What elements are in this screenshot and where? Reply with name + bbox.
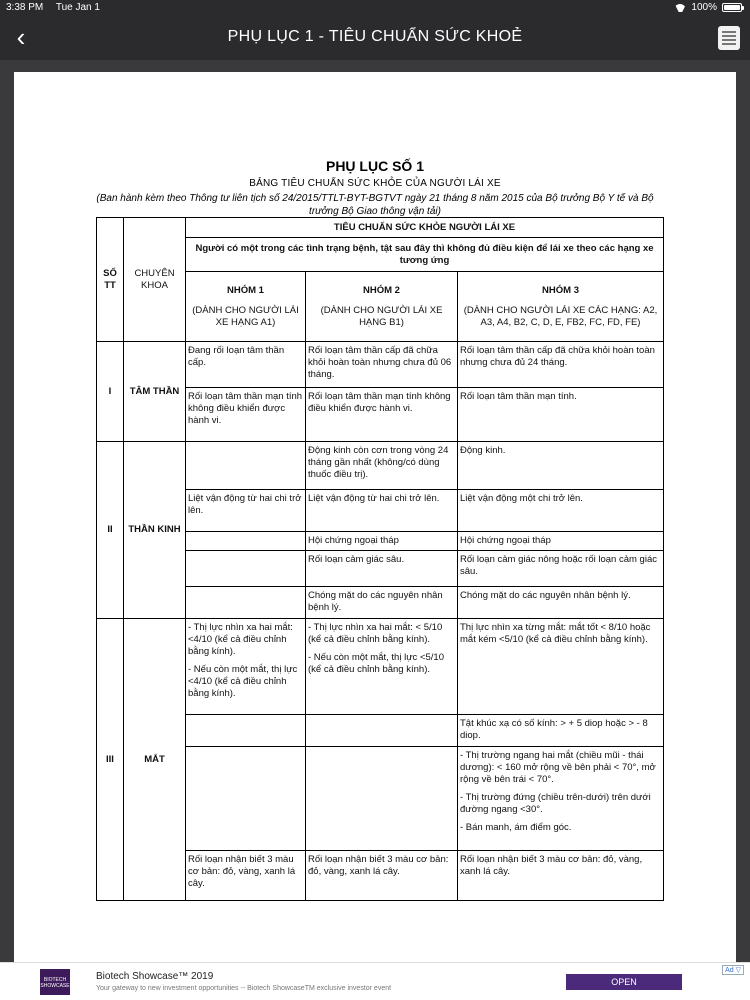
group-2-header [306,272,458,342]
header-main: TIÊU CHUẨN SỨC KHỎE NGƯỜI LÁI XE [186,218,664,238]
section-1-no: I [97,342,124,442]
header-khoa: CHUYÊN KHOA [124,218,186,342]
document-heading [14,158,736,218]
table-cell: Rối loạn nhận biết 3 màu cơ bản: đỏ, vàng, xanh lá cây. [186,851,306,901]
cell-line: - Nếu còn một mắt, thị lực <5/10 (kể cả điều chỉnh bằng kính). [308,652,444,675]
table-row [97,442,664,490]
status-bar [0,0,750,16]
ad-banner[interactable] [0,962,750,1000]
group-3-title: NHÓM 3 [542,284,579,296]
table-cell: Hội chứng ngoại tháp [458,532,664,551]
table-cell: Hội chứng ngoại tháp [306,532,458,551]
table-cell: Chóng mặt do các nguyên nhân bệnh lý. [306,587,458,619]
table-cell [186,551,306,587]
table-cell [186,442,306,490]
table-cell: Liệt vận động từ hai chi trở lên. [306,490,458,532]
table-cell: Rối loạn tâm thần cấp đã chữa khỏi hoàn toàn nhưng chưa đủ 24 tháng. [458,342,664,388]
group-1-title: NHÓM 1 [227,284,264,296]
health-standards-table [96,217,664,901]
table-cell [306,715,458,747]
table-cell [186,532,306,551]
status-date: Tue Jan 1 [55,2,100,13]
cell-line: - Bán manh, ám điểm góc. [460,822,572,833]
table-row [97,619,664,715]
section-2-name: THẦN KINH [124,442,186,619]
cell-line: - Thị trường đứng (chiều trên-dưới) trên dưới đường ngang <30°. [460,792,651,815]
nav-bar [0,16,750,60]
nav-title: PHỤ LỤC 1 - TIÊU CHUẨN SỨC KHOẺ [227,28,523,45]
table-cell: Rối loạn cảm giác sâu. [306,551,458,587]
status-time: 3:38 PM [6,2,44,13]
table-row [97,342,664,388]
section-3-no: III [97,619,124,901]
table-cell: Rối loạn tâm thần mạn tính. [458,388,664,442]
ad-open-button[interactable]: OPEN [566,974,682,990]
document-note: (Ban hành kèm theo Thông tư liên tịch số 24/2015/TTLT-BYT-BGTVT ngày 21 tháng 8 năm 2015 của Bộ trưởng Bộ Y tế và Bộ trưởng Bộ Giao thông vận tải) [96,193,654,217]
table-cell: Thị lực nhìn xa từng mắt: mắt tốt < 8/10 hoặc mắt kém <5/10 (kể cả điều chỉnh bằng kính). [458,619,664,715]
table-cell: Rối loạn nhận biết 3 màu cơ bản: đỏ, vàng, xanh lá cây. [306,851,458,901]
section-3-name: MẮT [124,619,186,901]
table-cell [458,747,664,851]
ad-logo: BIOTECH SHOWCASE [40,969,70,995]
cell-line: - Thị lực nhìn xa hai mắt: <4/10 (kể cả điều chỉnh bằng kính). [188,622,293,657]
back-chevron-icon[interactable]: ‹ [16,22,26,52]
table-cell: Tật khúc xạ có số kính: > + 5 diop hoặc > - 8 diop. [458,715,664,747]
table-cell: Động kinh còn cơn trong vòng 24 tháng gần nhất (không/có dùng thuốc điều trị). [306,442,458,490]
document-share-icon[interactable] [718,26,740,50]
wifi-icon [674,4,686,12]
table-cell: Rối loạn tâm thần mạn tính không điều khiển được hành vi. [306,388,458,442]
document-subtitle: BẢNG TIÊU CHUẨN SỨC KHỎE CỦA NGƯỜI LÁI XE [249,178,501,189]
group-2-desc: (DÀNH CHO NGƯỜI LÁI XE HẠNG B1) [320,304,443,328]
table-cell: Liệt vận động một chi trở lên. [458,490,664,532]
group-2-title: NHÓM 2 [363,284,400,296]
section-1-name: TÂM THẦN [124,342,186,442]
table-cell: Rối loạn tâm thần cấp đã chữa khỏi hoàn toàn nhưng chưa đủ 06 tháng. [306,342,458,388]
ad-choices-tag[interactable]: Ad ▽ [722,965,744,975]
group-1-header [186,272,306,342]
table-cell [186,587,306,619]
table-cell [306,619,458,715]
header-sub: Người có một trong các tình trạng bệnh, tật sau đây thì không đủ điều kiện để lái xe theo các hạng xe tương ứng [186,238,664,272]
table-cell: Rối loạn tâm thần mạn tính không điều khiển được hành vi. [186,388,306,442]
cell-line: - Nếu còn một mắt, thị lực <4/10 (kể cả điều chỉnh bằng kính). [188,664,298,699]
table-cell [186,619,306,715]
document-title: PHỤ LỤC SỐ 1 [325,158,424,174]
document-page[interactable] [14,72,736,972]
table-cell [186,715,306,747]
table-cell: Rối loạn nhận biết 3 màu cơ bản: đỏ, vàng, xanh lá cây. [458,851,664,901]
table-cell [186,747,306,851]
table-cell [306,747,458,851]
group-3-header [458,272,664,342]
table-cell: Đang rối loạn tâm thần cấp. [186,342,306,388]
header-stt: SỐ TT [97,218,124,342]
table-cell: Rối loạn cảm giác nông hoặc rối loạn cảm giác sâu. [458,551,664,587]
ad-subtitle: Your gateway to new investment opportunities -- Biotech ShowcaseTM exclusive investor event [96,985,392,992]
ad-title[interactable]: Biotech Showcase™ 2019 [96,971,214,982]
battery-icon [722,3,742,12]
cell-line: - Thị lực nhìn xa hai mắt: < 5/10 (kể cả điều chỉnh bằng kính). [308,622,443,645]
cell-line: - Thị trường ngang hai mắt (chiều mũi - thái dương): < 160 mở rộng về bên phải < 70°, mở rộng về bên trái < 70°. [460,750,656,785]
group-1-desc: (DÀNH CHO NGƯỜI LÁI XE HẠNG A1) [192,304,299,328]
table-cell: Động kinh. [458,442,664,490]
table-cell: Liệt vận động từ hai chi trở lên. [186,490,306,532]
table-cell: Chóng mặt do các nguyên nhân bệnh lý. [458,587,664,619]
section-2-no: II [97,442,124,619]
group-3-desc: (DÀNH CHO NGƯỜI LÁI XE CÁC HẠNG: A2, A3, A4, B2, C, D, E, FB2, FC, FD, FE) [463,304,658,328]
battery-percent: 100% [691,2,717,13]
